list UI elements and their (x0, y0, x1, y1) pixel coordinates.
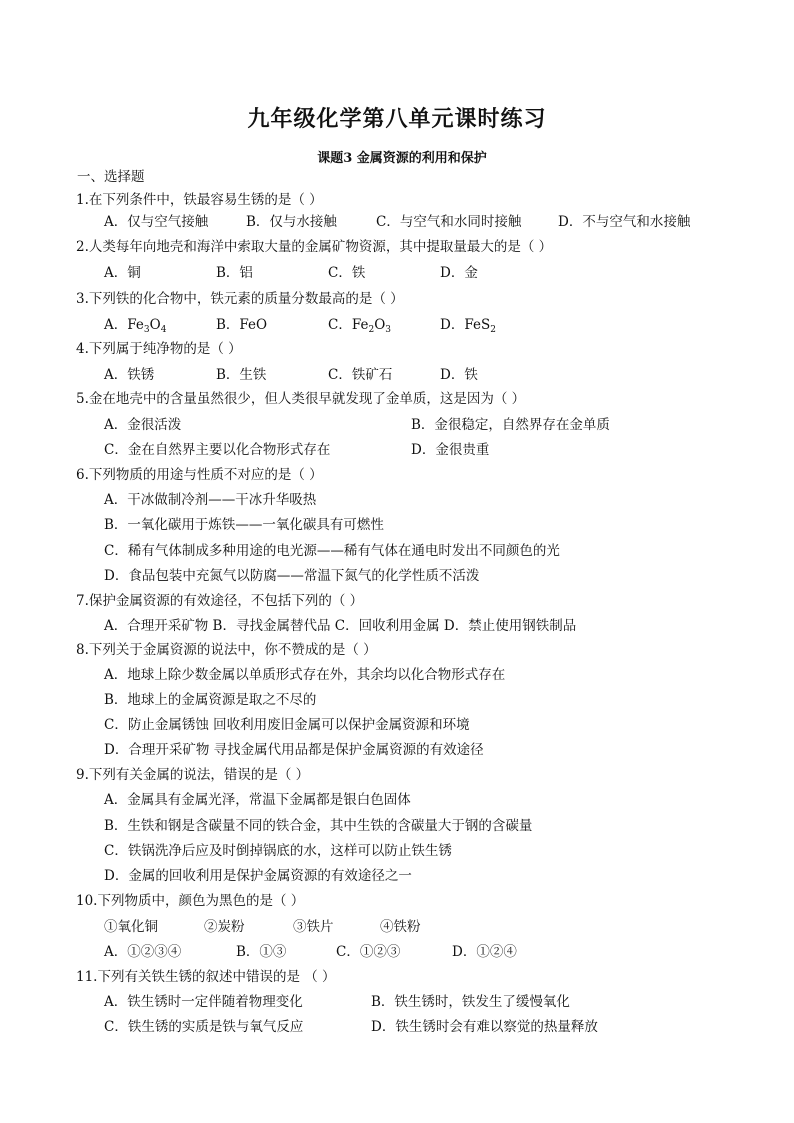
question-1-option-c: C．与空气和水同时接触 (376, 214, 522, 230)
question-3-option-b: B．FeO (216, 317, 268, 333)
question-2-stem: 2.人类每年向地壳和海洋中索取大量的金属矿物资源，其中提取量最大的是（ ） (76, 239, 553, 255)
question-10-item-4: ④铁粉 (380, 919, 421, 935)
question-7-stem: 7.保护金属资源的有效途径，不包括下列的（ ） (76, 593, 364, 609)
question-11-option-a: A．铁生锈时一定伴随着物理变化 (104, 994, 303, 1010)
question-10-option-a: A．①②③④ (104, 944, 182, 960)
question-8-option-c: C．防止金属锈蚀 回收利用废旧金属可以保护金属资源和环境 (104, 717, 470, 733)
question-7-options: A．合理开采矿物 B．寻找金属替代品 C．回收利用金属 D．禁止使用钢铁制品 (104, 618, 577, 634)
question-11-option-d: D．铁生锈时会有难以察觉的热量释放 (371, 1019, 598, 1035)
question-10-item-3: ③铁片 (293, 919, 334, 935)
question-4-option-d: D．铁 (440, 367, 478, 383)
question-5-option-d: D．金很贵重 (411, 442, 490, 458)
question-2-option-b: B．铝 (216, 265, 253, 281)
question-1-stem: 1.在下列条件中，铁最容易生锈的是（ ） (76, 192, 323, 208)
question-11-option-b: B．铁生锈时，铁发生了缓慢氧化 (371, 994, 570, 1010)
question-3-option-d: D．FeS$_2$ (440, 317, 496, 335)
question-9-option-c: C．铁锅洗净后应及时倒掉锅底的水，这样可以防止铁生锈 (104, 843, 452, 859)
question-10-option-d: D．①②④ (452, 944, 517, 960)
question-6-option-c: C．稀有气体制成多种用途的电光源——稀有气体在通电时发出不同颜色的光 (104, 543, 560, 559)
question-2-option-c: C．铁 (328, 265, 366, 281)
question-4-stem: 4.下列属于纯净物的是（ ） (76, 341, 242, 357)
question-4-option-a: A．铁锈 (104, 367, 155, 383)
question-3-stem: 3.下列铁的化合物中，铁元素的质量分数最高的是（ ） (76, 291, 404, 307)
question-10-item-2: ②炭粉 (204, 919, 245, 935)
question-3-option-c: C．$Fe_2O_3$ (328, 317, 391, 335)
question-1-option-d: D．不与空气和水接触 (558, 214, 691, 230)
question-8-option-b: B．地球上的金属资源是取之不尽的 (104, 692, 317, 708)
question-9-option-a: A．金属具有金属光泽，常温下金属都是银白色固体 (104, 792, 411, 808)
page-title: 九年级化学第八单元课时练习 (247, 106, 547, 132)
question-5-option-c: C．金在自然界主要以化合物形式存在 (104, 442, 331, 458)
question-10-stem: 10.下列物质中，颜色为黑色的是（ ） (76, 893, 305, 909)
question-11-option-c: C．铁生锈的实质是铁与氧气反应 (104, 1019, 304, 1035)
question-5-option-a: A．金很活泼 (104, 417, 182, 433)
question-2-option-a: A．铜 (104, 265, 141, 281)
question-10-option-c: C．①②③ (336, 944, 401, 960)
question-8-stem: 8.下列关于金属资源的说法中，你不赞成的是（ ） (76, 642, 377, 658)
question-10-item-1: ①氧化铜 (104, 919, 158, 935)
section-heading: 一、选择题 (77, 169, 145, 185)
question-2-option-d: D．金 (440, 265, 478, 281)
question-6-option-a: A．干冰做制冷剂——干冰升华吸热 (104, 492, 317, 508)
question-11-stem: 11.下列有关铁生锈的叙述中错误的是 （ ） (76, 969, 336, 985)
question-6-option-b: B．一氧化碳用于炼铁——一氧化碳具有可燃性 (104, 517, 384, 533)
question-8-option-d: D．合理开采矿物 寻找金属代用品都是保护金属资源的有效途径 (104, 742, 484, 758)
question-9-stem: 9.下列有关金属的说法，错误的是（ ） (76, 767, 310, 783)
question-10-option-b: B．①③ (236, 944, 287, 960)
question-4-option-b: B．生铁 (216, 367, 267, 383)
question-1-option-a: A．仅与空气接触 (104, 214, 209, 230)
question-9-option-d: D．金属的回收利用是保护金属资源的有效途径之一 (104, 868, 412, 884)
question-6-option-d: D．食品包装中充氮气以防腐——常温下氮气的化学性质不活泼 (104, 568, 480, 584)
page-subtitle: 课题3 金属资源的利用和保护 (317, 151, 487, 166)
question-6-stem: 6.下列物质的用途与性质不对应的是（ ） (76, 467, 323, 483)
question-3-option-a: A．$Fe_3O_4$ (104, 317, 167, 335)
question-4-option-c: C．铁矿石 (328, 367, 393, 383)
question-8-option-a: A．地球上除少数金属以单质形式存在外，其余均以化合物形式存在 (104, 667, 506, 683)
question-5-stem: 5.金在地壳中的含量虽然很少，但人类很早就发现了金单质，这是因为（ ） (76, 391, 526, 407)
question-9-option-b: B．生铁和钢是含碳量不同的铁合金，其中生铁的含碳量大于钢的含碳量 (104, 818, 533, 834)
question-5-option-b: B．金很稳定，自然界存在金单质 (411, 417, 610, 433)
question-1-option-b: B．仅与水接触 (246, 214, 337, 230)
